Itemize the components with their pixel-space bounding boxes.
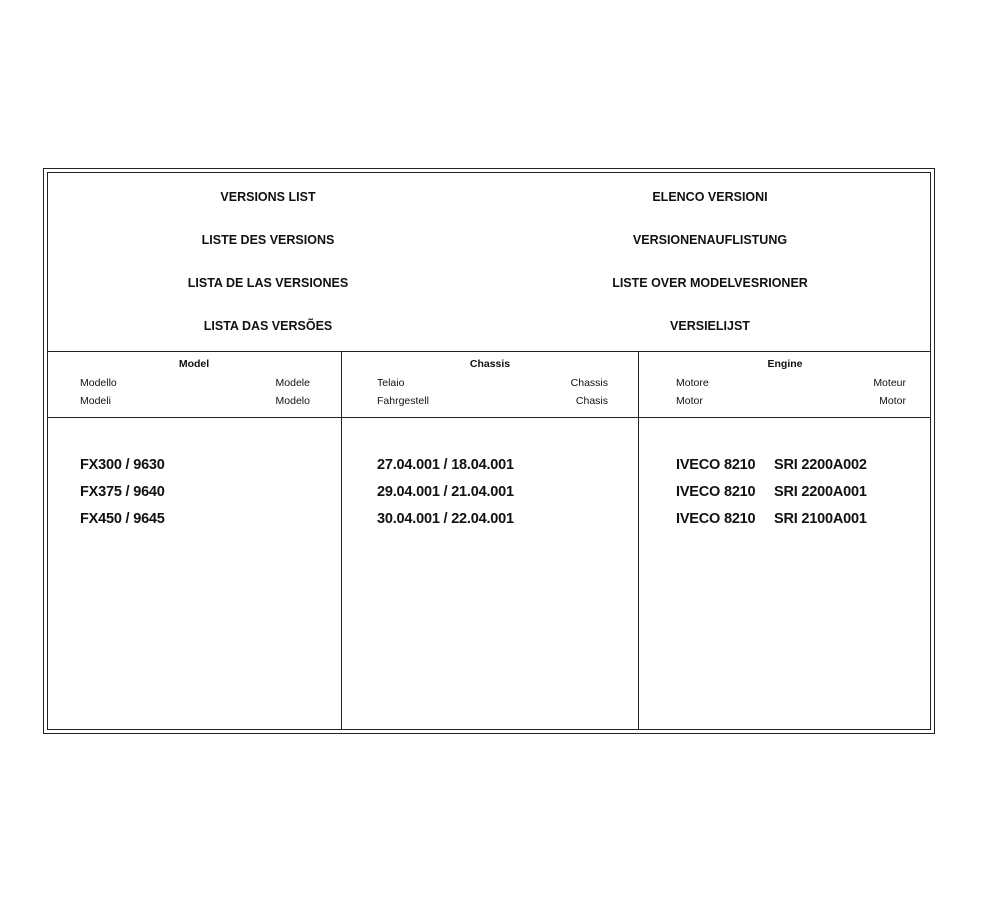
model-label-fr: Modele xyxy=(275,377,310,389)
engine-label-fr: Moteur xyxy=(873,377,906,389)
engine-code-value: SRI 2100A001 xyxy=(774,511,867,527)
chassis-label-es: Chasis xyxy=(575,395,608,407)
engine-label-de: Motor xyxy=(676,395,703,407)
chassis-value: 29.04.001 / 21.04.001 xyxy=(377,484,514,500)
model-column-heading: Model xyxy=(178,358,210,370)
engine-column-heading: Engine xyxy=(767,358,803,370)
model-label-de: Modeli xyxy=(80,395,111,407)
model-label-es: Modelo xyxy=(275,395,310,407)
engine-value: IVECO 8210 xyxy=(676,511,756,527)
title-it: ELENCO VERSIONI xyxy=(652,190,768,204)
title-de: VERSIONENAUFLISTUNG xyxy=(632,233,788,247)
model-value: FX300 / 9630 xyxy=(80,457,165,473)
header-bottom-divider xyxy=(47,417,931,418)
engine-label-it: Motore xyxy=(676,377,709,389)
column-divider-1 xyxy=(341,352,342,730)
chassis-label-de: Fahrgestell xyxy=(377,395,429,407)
chassis-label-fr: Chassis xyxy=(570,377,608,389)
title-pt: LISTA DAS VERSÕES xyxy=(203,319,333,333)
title-no: LISTE OVER MODELVESRIONER xyxy=(612,276,808,290)
engine-label-es: Motor xyxy=(879,395,906,407)
chassis-label-it: Telaio xyxy=(377,377,405,389)
header-top-divider xyxy=(47,351,931,352)
engine-code-value: SRI 2200A001 xyxy=(774,484,867,500)
chassis-value: 27.04.001 / 18.04.001 xyxy=(377,457,514,473)
title-fr: LISTE DES VERSIONS xyxy=(201,233,335,247)
model-value: FX375 / 9640 xyxy=(80,484,165,500)
title-en: VERSIONS LIST xyxy=(220,190,316,204)
engine-value: IVECO 8210 xyxy=(676,484,756,500)
chassis-column-heading: Chassis xyxy=(469,358,511,370)
engine-value: IVECO 8210 xyxy=(676,457,756,473)
chassis-value: 30.04.001 / 22.04.001 xyxy=(377,511,514,527)
engine-code-value: SRI 2200A002 xyxy=(774,457,867,473)
column-divider-2 xyxy=(638,352,639,730)
model-label-it: Modello xyxy=(80,377,117,389)
table-inner-border xyxy=(47,172,931,730)
title-nl: VERSIELIJST xyxy=(670,319,750,333)
model-value: FX450 / 9645 xyxy=(80,511,165,527)
title-es: LISTA DE LAS VERSIONES xyxy=(187,276,349,290)
